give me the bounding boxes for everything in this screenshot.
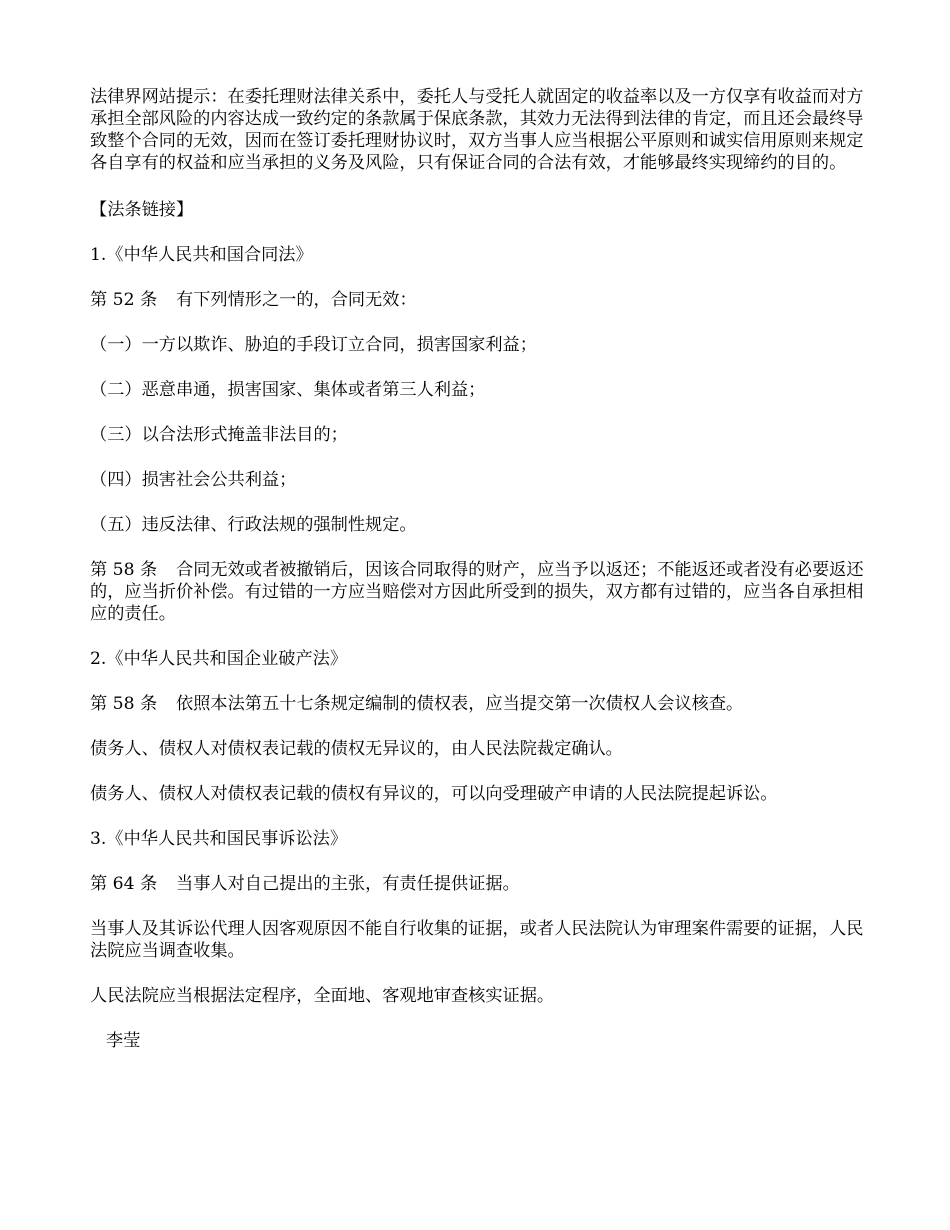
article-number: 第 64 条 [90,874,158,894]
article-number: 第 52 条 [90,290,158,310]
article-52-item-2: （二）恶意串通，损害国家、集体或者第三人利益； [90,380,486,400]
bankruptcy-para-1: 债务人、债权人对债权表记载的债权无异议的，由人民法院裁定确认。 [90,739,623,759]
article-text: 合同无效或者被撤销后，因该合同取得的财产，应当予以返还；不能返还或者没有必要返还的，应当折价补偿。有过错的一方应当赔偿对方因此所受到的损失，双方都有过错的，应当各自承担相应的责任。 [90,560,864,624]
article-52-item-3: （三）以合法形式掩盖非法目的； [90,425,348,445]
links-heading: 【法条链接】 [90,200,194,220]
article-52-item-4: （四）损害社会公共利益； [90,470,297,490]
article-52-item-5: （五）违反法律、行政法规的强制性规定。 [90,515,417,535]
article-text: 依照本法第五十七条规定编制的债权表，应当提交第一次债权人会议核查。 [176,694,744,714]
intro-paragraph: 法律界网站提示：在委托理财法律关系中，委托人与受托人就固定的收益率以及一方仅享有收益而对方承担全部风险的内容达成一致约定的条款属于保底条款，其效力无法得到法律的肯定，而且还会最终导致整个合同的无效，因而在签订委托理财协议时，双方当事人应当根据公平原则和诚实信用原则来规定各自享有的权益和应当承担的义务及风险，只有保证合同的合法有效，才能够最终实现缔约的目的。 [90,87,864,173]
article-58-bankruptcy [90,693,870,715]
civil-procedure-para-1: 当事人及其诉讼代理人因客观原因不能自行收集的证据，或者人民法院认为审理案件需要的证据，人民法院应当调查收集。 [90,919,864,961]
article-number: 第 58 条 [90,560,158,580]
law-title-civil-procedure: 3.《中华人民共和国民事诉讼法》 [90,829,348,849]
civil-procedure-para-2: 人民法院应当根据法定程序，全面地、客观地审查核实证据。 [90,986,555,1006]
author-name: 李莹 [106,1031,141,1051]
article-52 [90,289,870,311]
law-title-bankruptcy: 2.《中华人民共和国企业破产法》 [90,649,348,669]
article-52-item-1: （一）一方以欺诈、胁迫的手段订立合同，损害国家利益； [90,335,537,355]
article-64 [90,873,870,895]
article-text: 有下列情形之一的，合同无效： [176,290,417,310]
document-body [90,86,870,1052]
article-58-contract [90,559,870,625]
law-title-contract: 1.《中华人民共和国合同法》 [90,245,313,265]
bankruptcy-para-2: 债务人、债权人对债权表记载的债权有异议的，可以向受理破产申请的人民法院提起诉讼。 [90,784,778,804]
article-text: 当事人对自己提出的主张，有责任提供证据。 [176,874,520,894]
article-number: 第 58 条 [90,694,158,714]
